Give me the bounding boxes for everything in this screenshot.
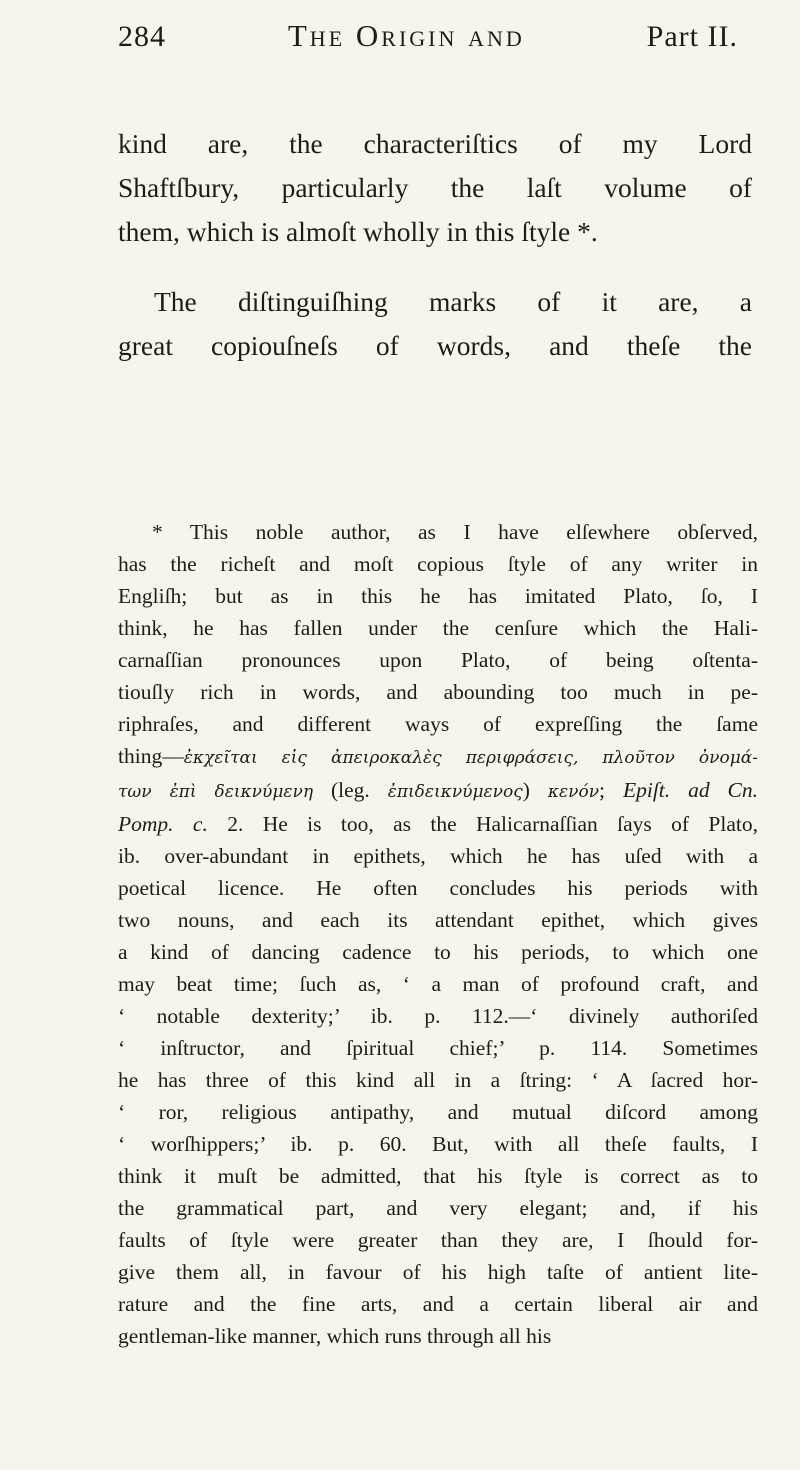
footnote-segment: ; (599, 778, 623, 802)
footnote-segment: thing— (118, 744, 184, 768)
text-line: kind are, the characteriſtics of my Lord (118, 128, 752, 159)
running-title: The Origin and (287, 18, 525, 53)
greek-quote: ἐπιδεικνύμενος (387, 782, 523, 802)
greek-quote: των ἐπὶ δεικνύμενη (118, 782, 314, 802)
footnote-line: ‘ notable dexterity;’ ib. p. 112.—‘ divinely authoriſed (118, 1004, 758, 1028)
footnote-segment: ) (522, 778, 548, 802)
running-head (118, 18, 738, 54)
footnote-line: ‘ inſtructor, and ſpiritual chief;’ p. 114. Sometimes (118, 1036, 758, 1060)
footnote-line: two nouns, and each its attendant epithet, which gives (118, 908, 758, 932)
footnote-line: ‘ ror, religious antipathy, and mutual diſcord among (118, 1100, 758, 1124)
part-label: Part II. (646, 20, 738, 53)
greek-quote: ἐκχεῖται εἰς ἀπειροκαλὲς περιφράσεις, πλοῦτον ὀνομά- (183, 748, 758, 768)
footnote-line: faults of ſtyle were greater than they are, I ſhould for- (118, 1228, 758, 1252)
footnote-line: the grammatical part, and very elegant; and, if his (118, 1196, 758, 1220)
greek-quote: κενόν (547, 782, 600, 802)
text-line: Shaftſbury, particularly the laſt volume of (118, 172, 752, 203)
footnote-line: a kind of dancing cadence to his periods, to which one (118, 940, 758, 964)
footnote-line: gentleman-like manner, which runs through all his (118, 1324, 552, 1348)
citation: Pomp. c. (118, 812, 208, 836)
footnote-line: he has three of this kind all in a ſtring: ‘ A ſacred hor- (118, 1068, 758, 1092)
footnote-line: poetical licence. He often concludes his periods with (118, 876, 758, 900)
main-text (118, 122, 752, 368)
footnote-line: give them all, in favour of his high taſte of antient lite- (118, 1260, 758, 1284)
footnote-line: riphraſes, and different ways of expreſſing the ſame (118, 712, 758, 736)
footnote-line: * This noble author, as I have elſewhere obſerved, (152, 520, 758, 544)
footnote-line: has the richeſt and moſt copious ſtyle of any writer in (118, 552, 758, 576)
footnote-segment: 2. He is too, as the Halicarnaſſian ſays of Plato, (207, 812, 758, 836)
footnote-segment: (leg. (313, 778, 388, 802)
footnote-line: think, he has fallen under the cenſure which the Hali- (118, 616, 758, 640)
text-line: them, which is almoſt wholly in this ſtyle *. (118, 216, 598, 247)
citation: Epiſt. ad Cn. (622, 778, 758, 802)
footnote-line: may beat time; ſuch as, ‘ a man of profound craft, and (118, 972, 758, 996)
page-number: 284 (118, 20, 166, 53)
footnote (118, 516, 758, 1352)
footnote-line: tiouſly rich in words, and abounding too much in pe- (118, 680, 758, 704)
footnote-line: ib. over-abundant in epithets, which he has uſed with a (118, 844, 758, 868)
footnote-line: rature and the fine arts, and a certain liberal air and (118, 1292, 758, 1316)
footnote-line (118, 740, 758, 774)
footnote-line: Engliſh; but as in this he has imitated Plato, ſo, I (118, 584, 758, 608)
footnote-line: think it muſt be admitted, that his ſtyle is correct as to (118, 1164, 758, 1188)
footnote-line: carnaſſian pronounces upon Plato, of being oſtenta- (118, 648, 758, 672)
footnote-line: ‘ worſhippers;’ ib. p. 60. But, with all theſe faults, I (118, 1132, 758, 1156)
footnote-line (118, 808, 758, 840)
text-line: The diſtinguiſhing marks of it are, a (154, 286, 752, 317)
text-line: great copiouſneſs of words, and theſe the (118, 330, 752, 361)
footnote-line (118, 774, 758, 808)
